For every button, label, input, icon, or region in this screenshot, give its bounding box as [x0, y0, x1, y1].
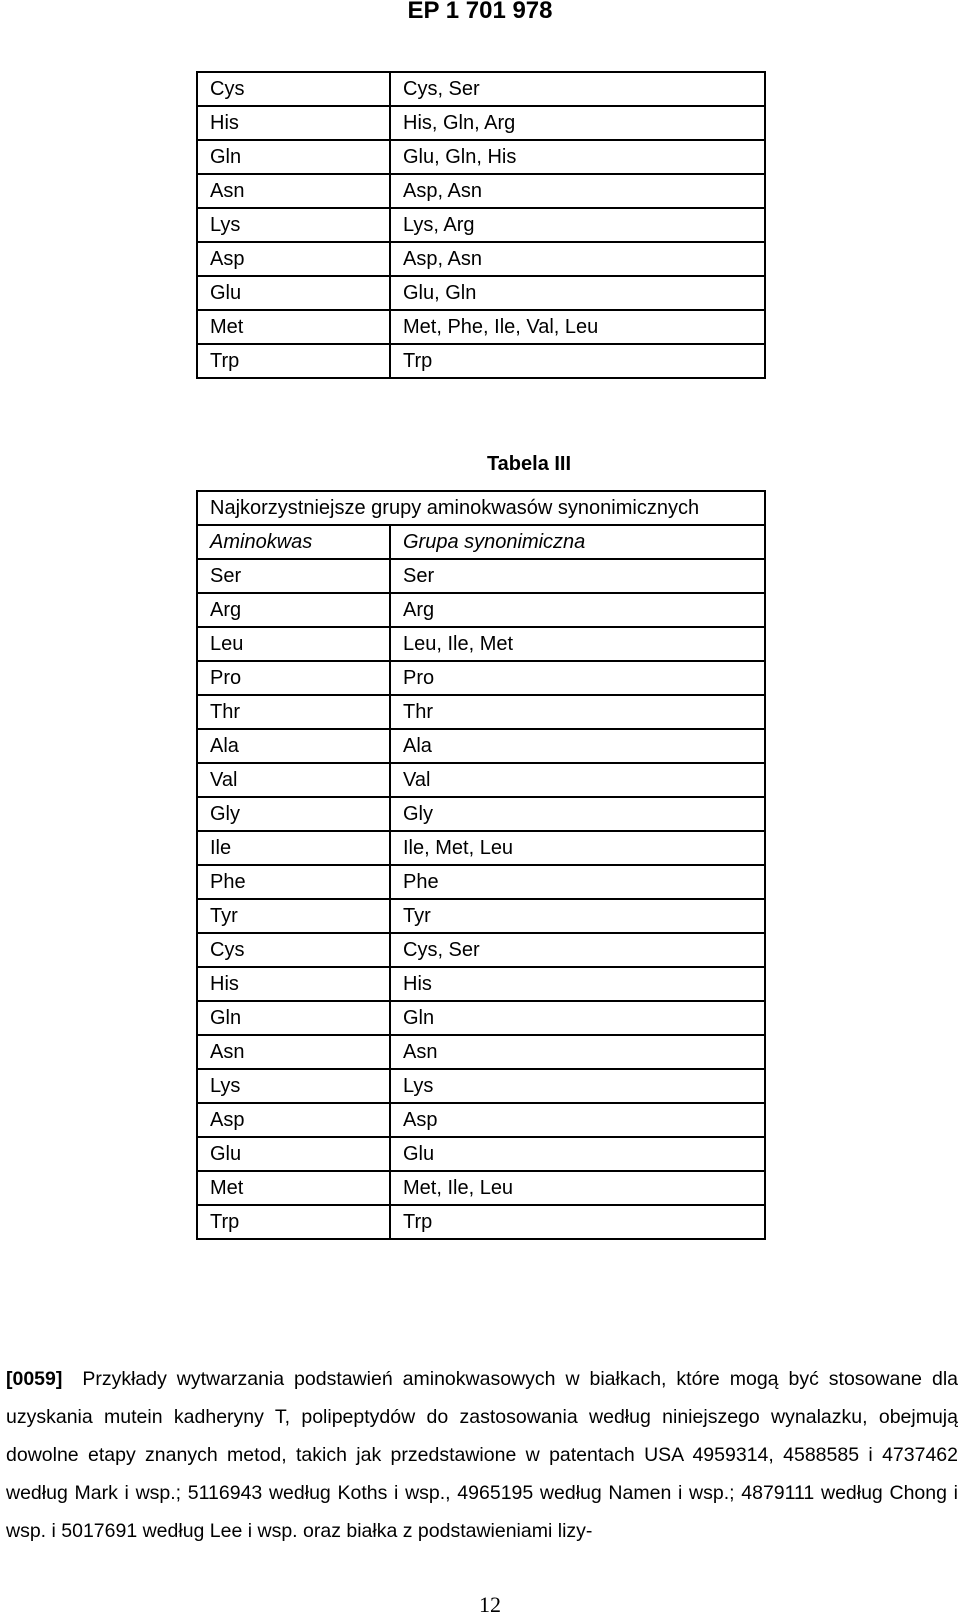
table-row: [197, 933, 765, 967]
table-row: [197, 1035, 765, 1069]
synonymous-group-cell: Ser: [390, 559, 765, 593]
table-row: [197, 797, 765, 831]
synonymous-group-cell: Glu: [390, 1137, 765, 1171]
amino-acid-cell: Lys: [197, 208, 390, 242]
table-row: [197, 627, 765, 661]
synonymous-group-cell: Met, Ile, Leu: [390, 1171, 765, 1205]
table-caption: Tabela III: [486, 453, 572, 475]
amino-acid-cell: Gln: [197, 1001, 390, 1035]
synonymous-group-cell: Asp, Asn: [390, 242, 765, 276]
table-row: [197, 763, 765, 797]
synonymous-group-cell: Gln: [390, 1001, 765, 1035]
table-row: [197, 1001, 765, 1035]
table-row: [197, 661, 765, 695]
amino-acid-cell: Asn: [197, 1035, 390, 1069]
paragraph-text: Przykłady wytwarzania podstawień aminokwasowych w białkach, które mogą być stosowane dla uzyskania mutein kadheryny T, polipeptydów do zastosowania według niniejszego wynalazku, obejmują dowolne etapy znanych metod, takich jak przedstawione w patentach USA 4959314, 4588585 i 4737462 według Mark i wsp.; 5116943 według Koths i wsp., 4965195 według Namen i wsp.; 4879111 według Chong i wsp. i 5017691 według Lee i wsp. oraz białka z podstawieniami lizy-: [6, 1368, 958, 1542]
amino-acid-cell: Phe: [197, 865, 390, 899]
table-row: [197, 831, 765, 865]
table-title: Najkorzystniejsze grupy aminokwasów synonimicznych: [197, 491, 765, 525]
synonymous-group-cell: Tyr: [390, 899, 765, 933]
table-row: [197, 174, 765, 208]
column-header-amino-acid: Aminokwas: [197, 525, 390, 559]
synonymous-group-cell: Leu, Ile, Met: [390, 627, 765, 661]
synonymous-group-cell: Asp, Asn: [390, 174, 765, 208]
amino-acid-cell: Lys: [197, 1069, 390, 1103]
table-row: [197, 559, 765, 593]
amino-acid-cell: Gln: [197, 140, 390, 174]
synonymous-group-cell: Gly: [390, 797, 765, 831]
table-row: [197, 695, 765, 729]
synonymous-group-cell: Thr: [390, 695, 765, 729]
amino-acid-cell: Tyr: [197, 899, 390, 933]
synonymous-group-cell: Cys, Ser: [390, 72, 765, 106]
amino-acid-cell: Cys: [197, 72, 390, 106]
amino-acid-cell: Glu: [197, 276, 390, 310]
synonymous-group-cell: His: [390, 967, 765, 1001]
synonymous-group-cell: Lys, Arg: [390, 208, 765, 242]
synonymous-group-cell: Asp: [390, 1103, 765, 1137]
amino-acid-cell: Pro: [197, 661, 390, 695]
table-row: [197, 106, 765, 140]
synonymous-group-cell: Trp: [390, 344, 765, 378]
synonymous-group-cell: Glu, Gln, His: [390, 140, 765, 174]
table-row: [197, 208, 765, 242]
amino-acid-cell: Trp: [197, 1205, 390, 1239]
patent-number-header: EP 1 701 978: [407, 0, 553, 24]
synonymous-group-cell: Asn: [390, 1035, 765, 1069]
amino-acid-cell: Val: [197, 763, 390, 797]
amino-acid-cell: Cys: [197, 933, 390, 967]
table-row: [197, 72, 765, 106]
table-row: [197, 1171, 765, 1205]
amino-acid-cell: Ala: [197, 729, 390, 763]
amino-acid-cell: Met: [197, 1171, 390, 1205]
amino-acid-cell: Asn: [197, 174, 390, 208]
synonymous-group-cell: Lys: [390, 1069, 765, 1103]
amino-acid-cell: Thr: [197, 695, 390, 729]
table-body: [197, 491, 765, 1239]
table-header-row: [197, 525, 765, 559]
synonymous-group-cell: Met, Phe, Ile, Val, Leu: [390, 310, 765, 344]
synonymous-group-cell: Arg: [390, 593, 765, 627]
table-row: [197, 276, 765, 310]
amino-acid-cell: Ser: [197, 559, 390, 593]
table-body: [197, 72, 765, 378]
amino-acid-cell: Arg: [197, 593, 390, 627]
amino-acid-cell: Asp: [197, 242, 390, 276]
synonymous-group-cell: Phe: [390, 865, 765, 899]
synonymous-group-cell: Cys, Ser: [390, 933, 765, 967]
synonymous-group-cell: Val: [390, 763, 765, 797]
table-row: [197, 242, 765, 276]
synonymous-group-cell: Glu, Gln: [390, 276, 765, 310]
synonymous-group-cell: Ala: [390, 729, 765, 763]
amino-acid-cell: Gly: [197, 797, 390, 831]
table-title-row: [197, 491, 765, 525]
amino-acid-cell: Glu: [197, 1137, 390, 1171]
table-row: [197, 729, 765, 763]
amino-acid-cell: Trp: [197, 344, 390, 378]
amino-acid-cell: Met: [197, 310, 390, 344]
synonymous-group-cell: Pro: [390, 661, 765, 695]
table-row: [197, 1205, 765, 1239]
amino-acid-cell: His: [197, 967, 390, 1001]
table-row: [197, 140, 765, 174]
table-row: [197, 865, 765, 899]
table-row: [197, 344, 765, 378]
synonymous-group-cell: His, Gln, Arg: [390, 106, 765, 140]
amino-acid-table-continued: [196, 71, 766, 379]
table-row: [197, 1103, 765, 1137]
amino-acid-cell: Ile: [197, 831, 390, 865]
table-row: [197, 967, 765, 1001]
synonymous-amino-acid-table: [196, 490, 766, 1240]
column-header-synonymous-group: Grupa synonimiczna: [390, 525, 765, 559]
synonymous-group-cell: Ile, Met, Leu: [390, 831, 765, 865]
synonymous-group-cell: Trp: [390, 1205, 765, 1239]
amino-acid-cell: Asp: [197, 1103, 390, 1137]
paragraph-number: [0059]: [6, 1368, 63, 1390]
table-row: [197, 1069, 765, 1103]
amino-acid-cell: His: [197, 106, 390, 140]
paragraph-0059: [6, 1360, 958, 1550]
table-row: [197, 1137, 765, 1171]
table-row: [197, 899, 765, 933]
table-row: [197, 593, 765, 627]
table-row: [197, 310, 765, 344]
amino-acid-cell: Leu: [197, 627, 390, 661]
page-number: 12: [479, 1592, 501, 1617]
